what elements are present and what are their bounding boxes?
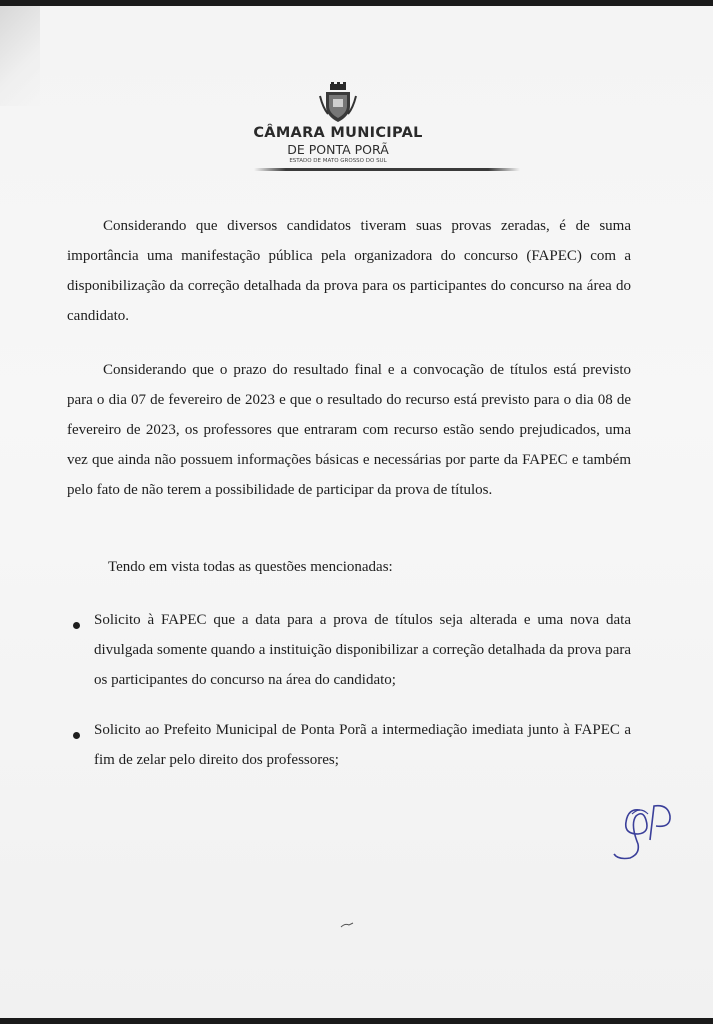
handwritten-signature xyxy=(610,800,680,864)
bullet-icon xyxy=(73,732,80,739)
bullet-icon xyxy=(73,622,80,629)
bullet-item-2: Solicito ao Prefeito Municipal de Ponta Porã a intermediação imediata junto à FAPEC a fim de zelar pelo direito dos professores; xyxy=(94,722,631,768)
page-fold-shadow xyxy=(0,6,40,106)
org-name-line1: CÂMARA MUNICIPAL xyxy=(253,125,423,141)
paragraph-2: Considerando que o prazo do resultado final e a convocação de títulos está previsto para o dia 07 de fevereiro de 2023 e que o resultado do recurso está previsto para o dia 08 de fevereiro de 2023, os professores que entraram com recurso estão sendo prejudicados, uma vez que ainda não possuem informações básicas e necessárias por parte da FAPEC e também pelo fato de não terem a possibilidade de participar da prova de títulos. xyxy=(67,362,631,498)
org-state-line: ESTADO DE MATO GROSSO DO SUL xyxy=(289,158,387,164)
org-name-line2: DE PONTA PORÃ xyxy=(287,142,389,157)
paragraph-3: Tendo em vista todas as questões mencionadas: xyxy=(108,559,393,575)
bullet-item-1: Solicito à FAPEC que a data para a prova de títulos seja alterada e uma nova data divulgada somente quando a instituição disponibilizar a correção detalhada da prova para os participantes do concurso na área do candidato; xyxy=(94,612,631,688)
document-page xyxy=(0,6,713,1018)
letterhead-divider xyxy=(254,168,520,171)
ink-speck xyxy=(340,921,354,929)
paragraph-1: Considerando que diversos candidatos tiveram suas provas zeradas, é de suma importância uma manifestação pública pela organizadora do concurso (FAPEC) com a disponibilização da correção detalhada da prova para os participantes do concurso na área do candidato. xyxy=(67,218,631,324)
coat-of-arms-icon xyxy=(318,82,358,124)
